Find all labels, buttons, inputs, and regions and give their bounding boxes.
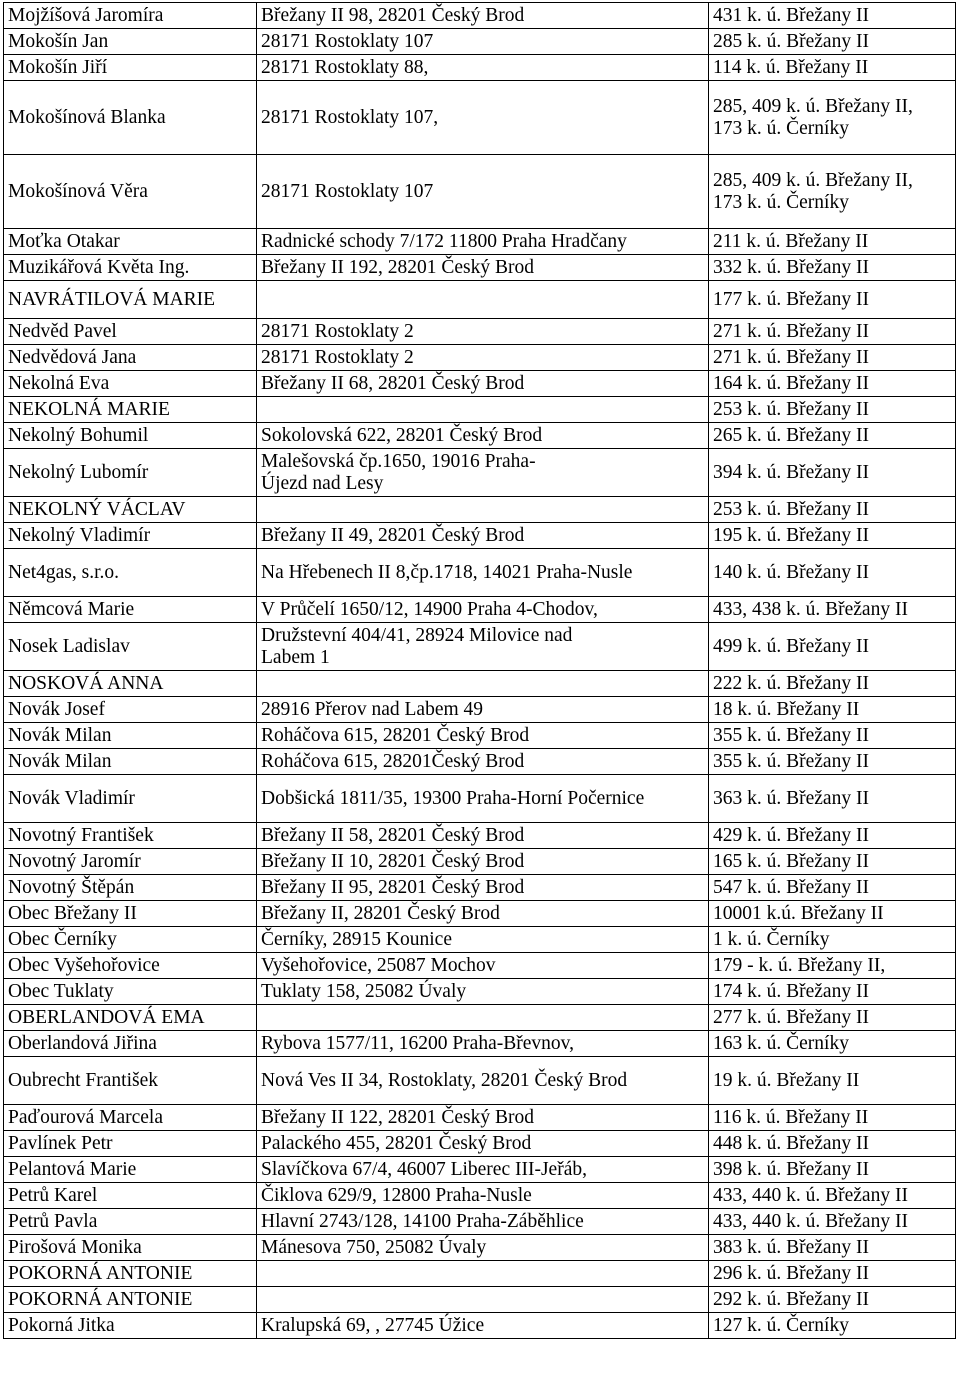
owner-name: Pokorná Jitka xyxy=(4,1313,257,1339)
table-row xyxy=(4,3,956,29)
owner-name: Nedvědová Jana xyxy=(4,345,257,371)
owner-name: Nekolný Bohumil xyxy=(4,423,257,449)
parcel-numbers: 332 k. ú. Břežany II xyxy=(709,255,956,281)
owner-name: Nedvěd Pavel xyxy=(4,319,257,345)
table-row xyxy=(4,29,956,55)
table-row xyxy=(4,319,956,345)
parcel-numbers: 285 k. ú. Břežany II xyxy=(709,29,956,55)
table-row xyxy=(4,255,956,281)
owner-address: Radnické schody 7/172 11800 Praha Hradčany xyxy=(257,229,709,255)
owner-name: Obec Vyšehořovice xyxy=(4,953,257,979)
table-row xyxy=(4,1183,956,1209)
parcel-numbers: 10001 k.ú. Břežany II xyxy=(709,901,956,927)
owner-address xyxy=(257,1005,709,1031)
owner-name: Novák Milan xyxy=(4,723,257,749)
table-row xyxy=(4,497,956,523)
owner-name: Němcová Marie xyxy=(4,597,257,623)
owner-address: Družstevní 404/41, 28924 Milovice nad Labem 1 xyxy=(257,623,709,671)
parcel-numbers: 271 k. ú. Břežany II xyxy=(709,319,956,345)
parcel-numbers: 355 k. ú. Břežany II xyxy=(709,723,956,749)
owner-address: 28171 Rostoklaty 2 xyxy=(257,345,709,371)
parcel-numbers: 116 k. ú. Břežany II xyxy=(709,1105,956,1131)
table-row xyxy=(4,1131,956,1157)
parcel-numbers: 277 k. ú. Břežany II xyxy=(709,1005,956,1031)
table-row xyxy=(4,849,956,875)
parcel-numbers: 394 k. ú. Břežany II xyxy=(709,449,956,497)
owner-address: Roháčova 615, 28201 Český Brod xyxy=(257,723,709,749)
parcel-numbers: 448 k. ú. Břežany II xyxy=(709,1131,956,1157)
owner-address: 28171 Rostoklaty 107 xyxy=(257,29,709,55)
parcel-numbers: 265 k. ú. Břežany II xyxy=(709,423,956,449)
parcel-numbers: 174 k. ú. Břežany II xyxy=(709,979,956,1005)
owner-name: POKORNÁ ANTONIE xyxy=(4,1287,257,1313)
parcel-numbers: 163 k. ú. Černíky xyxy=(709,1031,956,1057)
parcel-numbers: 547 k. ú. Břežany II xyxy=(709,875,956,901)
table-row xyxy=(4,875,956,901)
owner-address: Břežany II 49, 28201 Český Brod xyxy=(257,523,709,549)
owners-table xyxy=(3,2,956,1339)
parcel-numbers: 363 k. ú. Břežany II xyxy=(709,775,956,823)
parcel-numbers: 1 k. ú. Černíky xyxy=(709,927,956,953)
table-row xyxy=(4,423,956,449)
owner-address: Mánesova 750, 25082 Úvaly xyxy=(257,1235,709,1261)
owner-name: Paďourová Marcela xyxy=(4,1105,257,1131)
table-row xyxy=(4,823,956,849)
owner-name: POKORNÁ ANTONIE xyxy=(4,1261,257,1287)
table-row xyxy=(4,155,956,229)
owner-name: Pelantová Marie xyxy=(4,1157,257,1183)
table-row xyxy=(4,1105,956,1131)
owner-name: Novák Vladimír xyxy=(4,775,257,823)
owner-name: Novák Josef xyxy=(4,697,257,723)
parcel-numbers: 140 k. ú. Břežany II xyxy=(709,549,956,597)
owners-table-sheet xyxy=(3,2,955,1339)
owner-address: Břežany II 192, 28201 Český Brod xyxy=(257,255,709,281)
owner-name: Pavlínek Petr xyxy=(4,1131,257,1157)
table-row xyxy=(4,1031,956,1057)
owner-address: Břežany II 122, 28201 Český Brod xyxy=(257,1105,709,1131)
owner-address xyxy=(257,397,709,423)
owner-name: Mokošínová Blanka xyxy=(4,81,257,155)
owner-name: Novotný Štěpán xyxy=(4,875,257,901)
owner-name: Net4gas, s.r.o. xyxy=(4,549,257,597)
parcel-numbers: 222 k. ú. Břežany II xyxy=(709,671,956,697)
owner-address: Břežany II 58, 28201 Český Brod xyxy=(257,823,709,849)
table-row xyxy=(4,371,956,397)
owner-address: Čiklova 629/9, 12800 Praha-Nusle xyxy=(257,1183,709,1209)
table-row xyxy=(4,523,956,549)
table-row xyxy=(4,449,956,497)
table-row xyxy=(4,1157,956,1183)
table-row xyxy=(4,281,956,319)
parcel-numbers: 271 k. ú. Břežany II xyxy=(709,345,956,371)
parcel-numbers: 179 - k. ú. Břežany II, xyxy=(709,953,956,979)
table-row xyxy=(4,1261,956,1287)
parcel-numbers: 285, 409 k. ú. Břežany II, 173 k. ú. Černíky xyxy=(709,155,956,229)
owner-address: Malešovská čp.1650, 19016 Praha-Újezd nad Lesy xyxy=(257,449,709,497)
table-row xyxy=(4,55,956,81)
owner-address xyxy=(257,281,709,319)
owner-name: Muzikářová Květa Ing. xyxy=(4,255,257,281)
owner-name: Mokošínová Věra xyxy=(4,155,257,229)
owner-name: NAVRÁTILOVÁ MARIE xyxy=(4,281,257,319)
owner-name: NOSKOVÁ ANNA xyxy=(4,671,257,697)
owner-name: Nekolný Vladimír xyxy=(4,523,257,549)
parcel-numbers: 127 k. ú. Černíky xyxy=(709,1313,956,1339)
parcel-numbers: 398 k. ú. Břežany II xyxy=(709,1157,956,1183)
owner-name: OBERLANDOVÁ EMA xyxy=(4,1005,257,1031)
owner-address: Hlavní 2743/128, 14100 Praha-Záběhlice xyxy=(257,1209,709,1235)
parcel-numbers: 292 k. ú. Břežany II xyxy=(709,1287,956,1313)
table-row xyxy=(4,979,956,1005)
owner-address: Břežany II 68, 28201 Český Brod xyxy=(257,371,709,397)
owner-address xyxy=(257,497,709,523)
owner-name: Moťka Otakar xyxy=(4,229,257,255)
parcel-numbers: 355 k. ú. Břežany II xyxy=(709,749,956,775)
owner-address: V Průčelí 1650/12, 14900 Praha 4-Chodov, xyxy=(257,597,709,623)
table-row xyxy=(4,1235,956,1261)
table-row xyxy=(4,953,956,979)
table-row xyxy=(4,723,956,749)
table-row xyxy=(4,1005,956,1031)
table-row xyxy=(4,81,956,155)
owner-address: Břežany II 95, 28201 Český Brod xyxy=(257,875,709,901)
table-row xyxy=(4,397,956,423)
parcel-numbers: 177 k. ú. Břežany II xyxy=(709,281,956,319)
owner-name: Oubrecht František xyxy=(4,1057,257,1105)
owner-address: Tuklaty 158, 25082 Úvaly xyxy=(257,979,709,1005)
parcel-numbers: 431 k. ú. Břežany II xyxy=(709,3,956,29)
owner-name: Novotný František xyxy=(4,823,257,849)
owner-name: NEKOLNÁ MARIE xyxy=(4,397,257,423)
owner-name: Obec Břežany II xyxy=(4,901,257,927)
parcel-numbers: 253 k. ú. Břežany II xyxy=(709,497,956,523)
table-row xyxy=(4,901,956,927)
owner-address: 28171 Rostoklaty 2 xyxy=(257,319,709,345)
owner-address: 28171 Rostoklaty 88, xyxy=(257,55,709,81)
owner-address: 28171 Rostoklaty 107 xyxy=(257,155,709,229)
owner-address xyxy=(257,1261,709,1287)
parcel-numbers: 433, 440 k. ú. Břežany II xyxy=(709,1209,956,1235)
owner-address: Palackého 455, 28201 Český Brod xyxy=(257,1131,709,1157)
owner-address: Slavíčkova 67/4, 46007 Liberec III-Jeřáb, xyxy=(257,1157,709,1183)
parcel-numbers: 19 k. ú. Břežany II xyxy=(709,1057,956,1105)
table-row xyxy=(4,697,956,723)
parcel-numbers: 195 k. ú. Břežany II xyxy=(709,523,956,549)
parcel-numbers: 383 k. ú. Břežany II xyxy=(709,1235,956,1261)
owner-address: Nová Ves II 34, Rostoklaty, 28201 Český Brod xyxy=(257,1057,709,1105)
owner-address: Břežany II, 28201 Český Brod xyxy=(257,901,709,927)
parcel-numbers: 114 k. ú. Břežany II xyxy=(709,55,956,81)
owner-name: Mojžíšová Jaromíra xyxy=(4,3,257,29)
parcel-numbers: 18 k. ú. Břežany II xyxy=(709,697,956,723)
owner-name: Nosek Ladislav xyxy=(4,623,257,671)
owners-table-body xyxy=(4,3,956,1339)
table-row xyxy=(4,927,956,953)
owner-name: Pirošová Monika xyxy=(4,1235,257,1261)
owner-address: 28916 Přerov nad Labem 49 xyxy=(257,697,709,723)
owner-name: Mokošín Jan xyxy=(4,29,257,55)
owner-address: Sokolovská 622, 28201 Český Brod xyxy=(257,423,709,449)
parcel-numbers: 433, 440 k. ú. Břežany II xyxy=(709,1183,956,1209)
owner-name: Petrů Karel xyxy=(4,1183,257,1209)
owner-name: Nekolný Lubomír xyxy=(4,449,257,497)
table-row xyxy=(4,229,956,255)
owner-address: Černíky, 28915 Kounice xyxy=(257,927,709,953)
owner-name: Novák Milan xyxy=(4,749,257,775)
owner-address: 28171 Rostoklaty 107, xyxy=(257,81,709,155)
table-row xyxy=(4,1287,956,1313)
owner-address: Na Hřebenech II 8,čp.1718, 14021 Praha-Nusle xyxy=(257,549,709,597)
owner-address: Břežany II 10, 28201 Český Brod xyxy=(257,849,709,875)
table-row xyxy=(4,1209,956,1235)
owner-name: Petrů Pavla xyxy=(4,1209,257,1235)
owner-name: Novotný Jaromír xyxy=(4,849,257,875)
parcel-numbers: 429 k. ú. Břežany II xyxy=(709,823,956,849)
owner-address: Roháčova 615, 28201Český Brod xyxy=(257,749,709,775)
table-row xyxy=(4,1313,956,1339)
owner-address xyxy=(257,1287,709,1313)
owner-address xyxy=(257,671,709,697)
owner-name: Obec Tuklaty xyxy=(4,979,257,1005)
table-row xyxy=(4,1057,956,1105)
table-row xyxy=(4,671,956,697)
parcel-numbers: 164 k. ú. Břežany II xyxy=(709,371,956,397)
owner-name: NEKOLNÝ VÁCLAV xyxy=(4,497,257,523)
owner-address: Rybova 1577/11, 16200 Praha-Břevnov, xyxy=(257,1031,709,1057)
parcel-numbers: 165 k. ú. Břežany II xyxy=(709,849,956,875)
table-row xyxy=(4,597,956,623)
parcel-numbers: 253 k. ú. Břežany II xyxy=(709,397,956,423)
parcel-numbers: 296 k. ú. Břežany II xyxy=(709,1261,956,1287)
table-row xyxy=(4,345,956,371)
parcel-numbers: 285, 409 k. ú. Břežany II, 173 k. ú. Černíky xyxy=(709,81,956,155)
owner-name: Oberlandová Jiřina xyxy=(4,1031,257,1057)
owner-address: Dobšická 1811/35, 19300 Praha-Horní Počernice xyxy=(257,775,709,823)
table-row xyxy=(4,775,956,823)
parcel-numbers: 433, 438 k. ú. Břežany II xyxy=(709,597,956,623)
parcel-numbers: 499 k. ú. Břežany II xyxy=(709,623,956,671)
owner-name: Obec Černíky xyxy=(4,927,257,953)
table-row xyxy=(4,623,956,671)
owner-address: Vyšehořovice, 25087 Mochov xyxy=(257,953,709,979)
parcel-numbers: 211 k. ú. Břežany II xyxy=(709,229,956,255)
owner-address: Břežany II 98, 28201 Český Brod xyxy=(257,3,709,29)
owner-name: Mokošín Jiří xyxy=(4,55,257,81)
table-row xyxy=(4,549,956,597)
owner-address: Kralupská 69, , 27745 Úžice xyxy=(257,1313,709,1339)
owner-name: Nekolná Eva xyxy=(4,371,257,397)
table-row xyxy=(4,749,956,775)
